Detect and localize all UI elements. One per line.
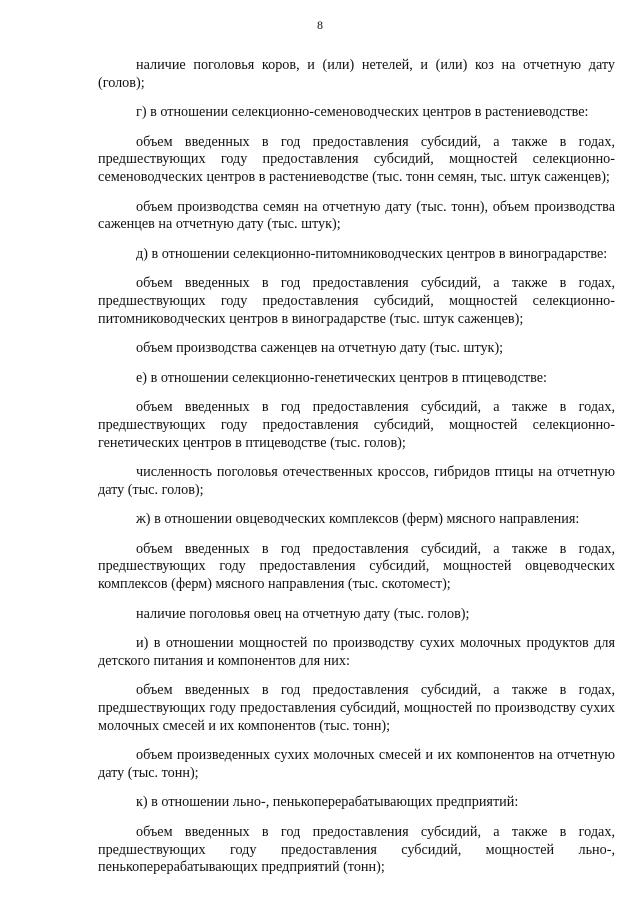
page-number: 8	[317, 18, 323, 32]
paragraph-livestock-count: наличие поголовья коров, и (или) нетелей, и (или) коз на отчетную дату (голов);	[98, 57, 615, 91]
paragraph-seedling-production: объем производства саженцев на отчетную дату (тыс. штук);	[136, 340, 504, 357]
paragraph-seed-center-capacity: объем введенных в год предоставления субсидий, а также в годах, предшествующих году предоставления субсидий, мощностей селекционно-семеноводческих центров в растениеводстве (тыс. тонн семян, тыс. штук саженцев);	[98, 133, 615, 185]
paragraph-item-g-heading: г) в отношении селекционно-семеноводческих центров в растениеводстве:	[136, 104, 589, 121]
paragraph-item-e-heading: е) в отношении селекционно-генетических центров в птицеводстве:	[136, 369, 547, 386]
paragraph-item-i-heading: и) в отношении мощностей по производству сухих молочных продуктов для детского питания и компонентов для них:	[98, 635, 615, 669]
paragraph-item-k-heading: к) в отношении льно-, пенькоперерабатывающих предприятий:	[136, 794, 519, 811]
paragraph-dry-milk-production: объем произведенных сухих молочных смесей и их компонентов на отчетную дату (тыс. тонн);	[98, 747, 615, 781]
paragraph-seed-production: объем производства семян на отчетную дату (тыс. тонн), объем производства саженцев на отчетную дату (тыс. штук);	[98, 198, 615, 233]
paragraph-sheep-count: наличие поголовья овец на отчетную дату (тыс. голов);	[136, 605, 470, 622]
paragraph-sheep-farm-capacity: объем введенных в год предоставления субсидий, а также в годах, предшествующих году предоставления субсидий, мощностей овцеводческих комплексов (ферм) мясного направления (тыс. скотомест);	[98, 540, 615, 593]
paragraph-poultry-count: численность поголовья отечественных кроссов, гибридов птицы на отчетную дату (тыс. голов);	[98, 464, 615, 498]
paragraph-vine-center-capacity: объем введенных в год предоставления субсидий, а также в годах, предшествующих году предоставления субсидий, мощностей селекционно-питомниководческих центров в виноградарстве (тыс. штук саженцев);	[98, 275, 615, 327]
paragraph-flax-hemp-capacity: объем введенных в год предоставления субсидий, а также в годах, предшествующих году предоставления субсидий, мощностей льно-, пенькоперерабатывающих предприятий (тонн);	[98, 824, 615, 876]
paragraph-item-d-heading: д) в отношении селекционно-питомниководческих центров в виноградарстве:	[136, 245, 608, 262]
paragraph-dry-milk-capacity: объем введенных в год предоставления субсидий, а также в годах, предшествующих году предоставления субсидий, мощностей по производству сухих молочных смесей и их компонентов (тыс. тонн);	[98, 682, 615, 734]
paragraph-item-zh-heading: ж) в отношении овцеводческих комплексов (ферм) мясного направления:	[136, 511, 580, 528]
document-body	[98, 57, 615, 889]
paragraph-poultry-center-capacity: объем введенных в год предоставления субсидий, а также в годах, предшествующих году предоставления субсидий, мощностей селекционно-генетических центров в птицеводстве (тыс. голов);	[98, 399, 615, 451]
